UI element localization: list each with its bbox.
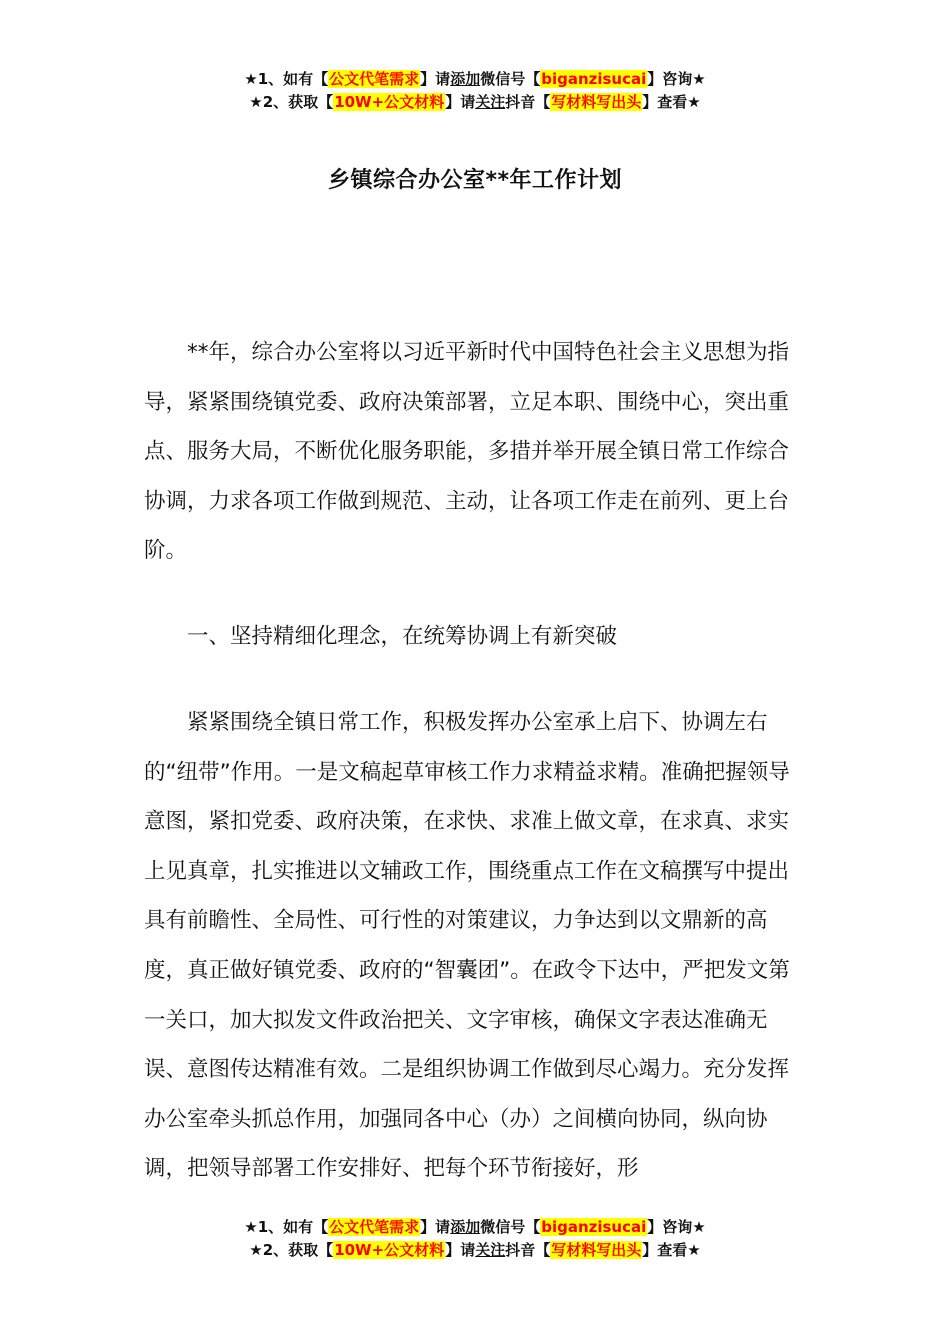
highlight-douyin: 写材料写出头 xyxy=(551,1241,642,1259)
banner-line-2 xyxy=(0,91,950,114)
highlight-service: 公文代笔需求 xyxy=(329,70,420,88)
highlight-douyin: 写材料写出头 xyxy=(551,93,642,111)
highlight-service: 公文代笔需求 xyxy=(329,1218,420,1236)
banner-text: 抖音【 xyxy=(505,93,551,111)
banner-text-underlined: 添加 xyxy=(450,1218,481,1236)
banner-text: ★1、如有【 xyxy=(244,70,329,88)
banner-text: ★2、获取【 xyxy=(249,1241,334,1259)
banner-text: 】请 xyxy=(420,70,451,88)
document-title: 乡镇综合办公室**年工作计划 xyxy=(327,168,622,193)
banner-text: 微信号【 xyxy=(480,70,541,88)
banner-text: 】请 xyxy=(420,1218,451,1236)
intro-paragraph xyxy=(144,328,806,576)
banner-text-underlined: 添加 xyxy=(450,70,481,88)
paragraph-text: 紧紧围绕全镇日常工作，积极发挥办公室承上启下、协调左右的“纽带”作用。一是文稿起草审核工作力求精益求精。准确把握领导意图，紧扣党委、政府决策，在求快、求准上做文章，在求真、求实上见真章，扎实推进以文辅政工作，围绕重点工作在文稿撰写中提出具有前瞻性、全局性、可行性的对策建议，力争达到以文鼎新的高度，真正做好镇党委、政府的“智囊团”。在政令下达中，严把发文第一关口，加大拟发文件政治把关、文字审核，确保文字表达准确无误、意图传达精准有效。二是组织协调工作做到尽心竭力。充分发挥办公室牵头抓总作用，加强同各中心（办）之间横向协同，纵向协调，把领导部署工作安排好、把每个环节衔接好，形 xyxy=(144,710,790,1182)
banner-text: 抖音【 xyxy=(505,1241,551,1259)
banner-text: 】查看★ xyxy=(642,1241,701,1259)
paragraph-text: **年，综合办公室将以习近平新时代中国特色社会主义思想为指导，紧紧围绕镇党委、政府决策部署，立足本职、围绕中心，突出重点、服务大局，不断优化服务职能，多措并举开展全镇日常工作综合协调，力求各项工作做到规范、主动，让各项工作走在前列、更上台阶。 xyxy=(144,340,790,564)
footer-banner xyxy=(0,1216,950,1262)
banner-text: ★2、获取【 xyxy=(249,93,334,111)
heading-text: 一、坚持精细化理念，在统筹协调上有新突破 xyxy=(187,624,618,649)
banner-text: 】咨询★ xyxy=(647,70,706,88)
highlight-wechat-id: biganzisucai xyxy=(541,70,647,88)
banner-text-underlined: 关注 xyxy=(475,93,506,111)
banner-text: 微信号【 xyxy=(480,1218,541,1236)
banner-text: 】查看★ xyxy=(642,93,701,111)
highlight-materials: 10W+公文材料 xyxy=(334,1241,445,1259)
banner-text: 】请 xyxy=(445,1241,476,1259)
highlight-materials: 10W+公文材料 xyxy=(334,93,445,111)
banner-line-2 xyxy=(0,1239,950,1262)
section-heading xyxy=(144,612,806,662)
banner-line-1 xyxy=(0,68,950,91)
highlight-wechat-id: biganzisucai xyxy=(541,1218,647,1236)
banner-text: 】请 xyxy=(445,93,476,111)
header-banner xyxy=(0,68,950,114)
banner-line-1 xyxy=(0,1216,950,1239)
banner-text: 】咨询★ xyxy=(647,1218,706,1236)
banner-text-underlined: 关注 xyxy=(475,1241,506,1259)
section-paragraph xyxy=(144,698,806,1194)
banner-text: ★1、如有【 xyxy=(244,1218,329,1236)
